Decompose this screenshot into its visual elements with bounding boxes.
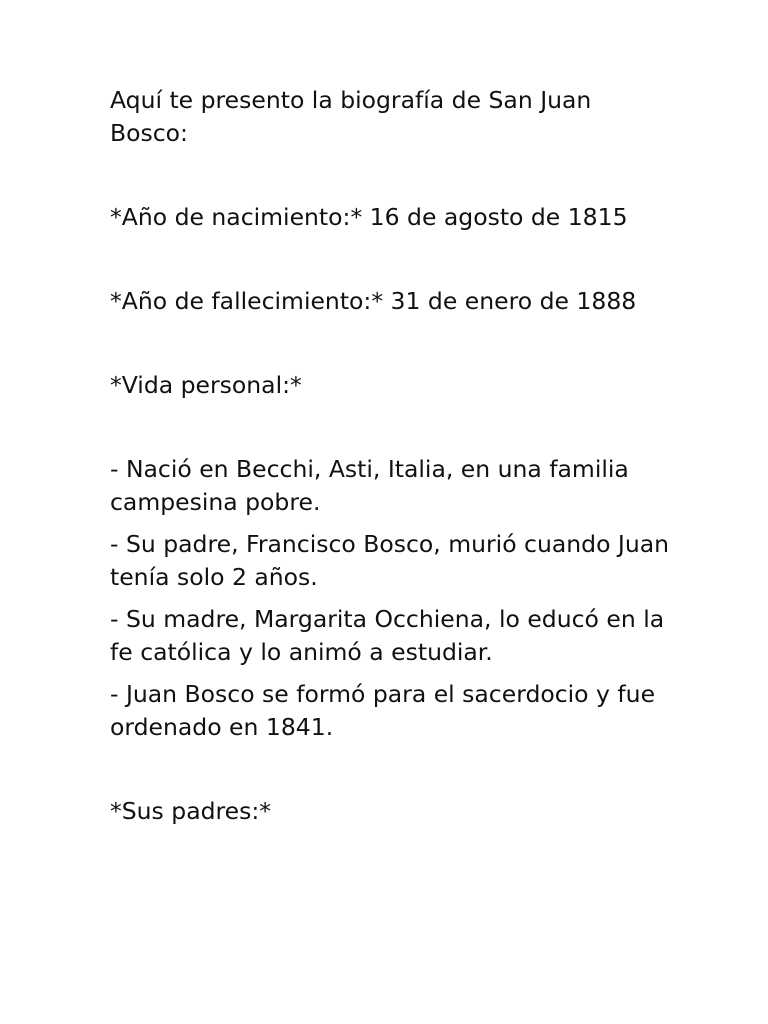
personal-life-heading: *Vida personal:* <box>110 371 302 399</box>
personal-item: - Su padre, Francisco Bosco, murió cuando Juan tenía solo 2 años. <box>110 530 670 591</box>
personal-item: - Juan Bosco se formó para el sacerdocio y fue ordenado en 1841. <box>110 680 656 741</box>
parents-heading: *Sus padres:* <box>110 797 272 825</box>
intro-paragraph: Aquí te presento la biografía de San Juan Bosco: <box>110 86 592 147</box>
document-page <box>110 84 670 828</box>
personal-item: - Su madre, Margarita Occhiena, lo educó en la fe católica y lo animó a estudiar. <box>110 605 665 666</box>
birth-line: *Año de nacimiento:* 16 de agosto de 1815 <box>110 203 628 231</box>
personal-item: - Nació en Becchi, Asti, Italia, en una familia campesina pobre. <box>110 455 629 516</box>
death-line: *Año de fallecimiento:* 31 de enero de 1888 <box>110 287 637 315</box>
